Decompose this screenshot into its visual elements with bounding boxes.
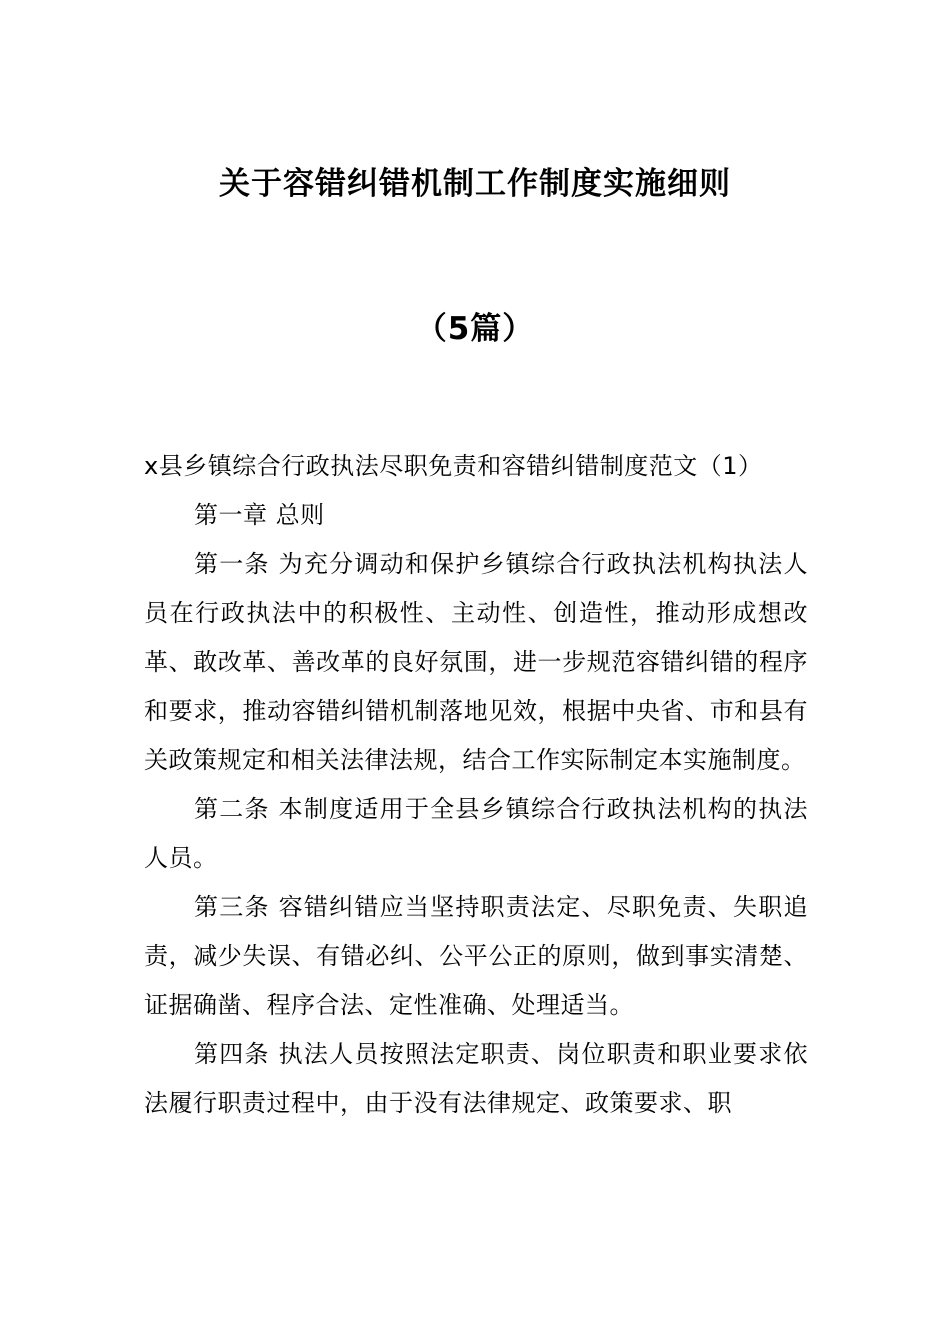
document-body xyxy=(144,442,808,1128)
article-paragraph: 第二条 本制度适用于全县乡镇综合行政执法机构的执法人员。 xyxy=(144,795,808,872)
section-heading: x县乡镇综合行政执法尽职免责和容错纠错制度范文（1） xyxy=(144,452,763,480)
document-subtitle: （5篇） xyxy=(415,311,535,347)
chapter-heading: 第一章 总则 xyxy=(194,501,325,529)
article-paragraph: 第一条 为充分调动和保护乡镇综合行政执法机构执法人员在行政执法中的积极性、主动性、创造性，推动形成想改革、敢改革、善改革的良好氛围，进一步规范容错纠错的程序和要求，推动容错纠错机制落地见效，根据中央省、市和县有关政策规定和相关法律法规，结合工作实际制定本实施制度。 xyxy=(144,550,808,774)
article-paragraph: 第三条 容错纠错应当坚持职责法定、尽职免责、失职追责，减少失误、有错必纠、公平公正的原则，做到事实清楚、证据确凿、程序合法、定性准确、处理适当。 xyxy=(144,893,808,1019)
article-paragraph: 第四条 执法人员按照法定职责、岗位职责和职业要求依法履行职责过程中，由于没有法律规定、政策要求、职 xyxy=(144,1040,808,1117)
document-title: 关于容错纠错机制工作制度实施细则 xyxy=(219,166,731,202)
